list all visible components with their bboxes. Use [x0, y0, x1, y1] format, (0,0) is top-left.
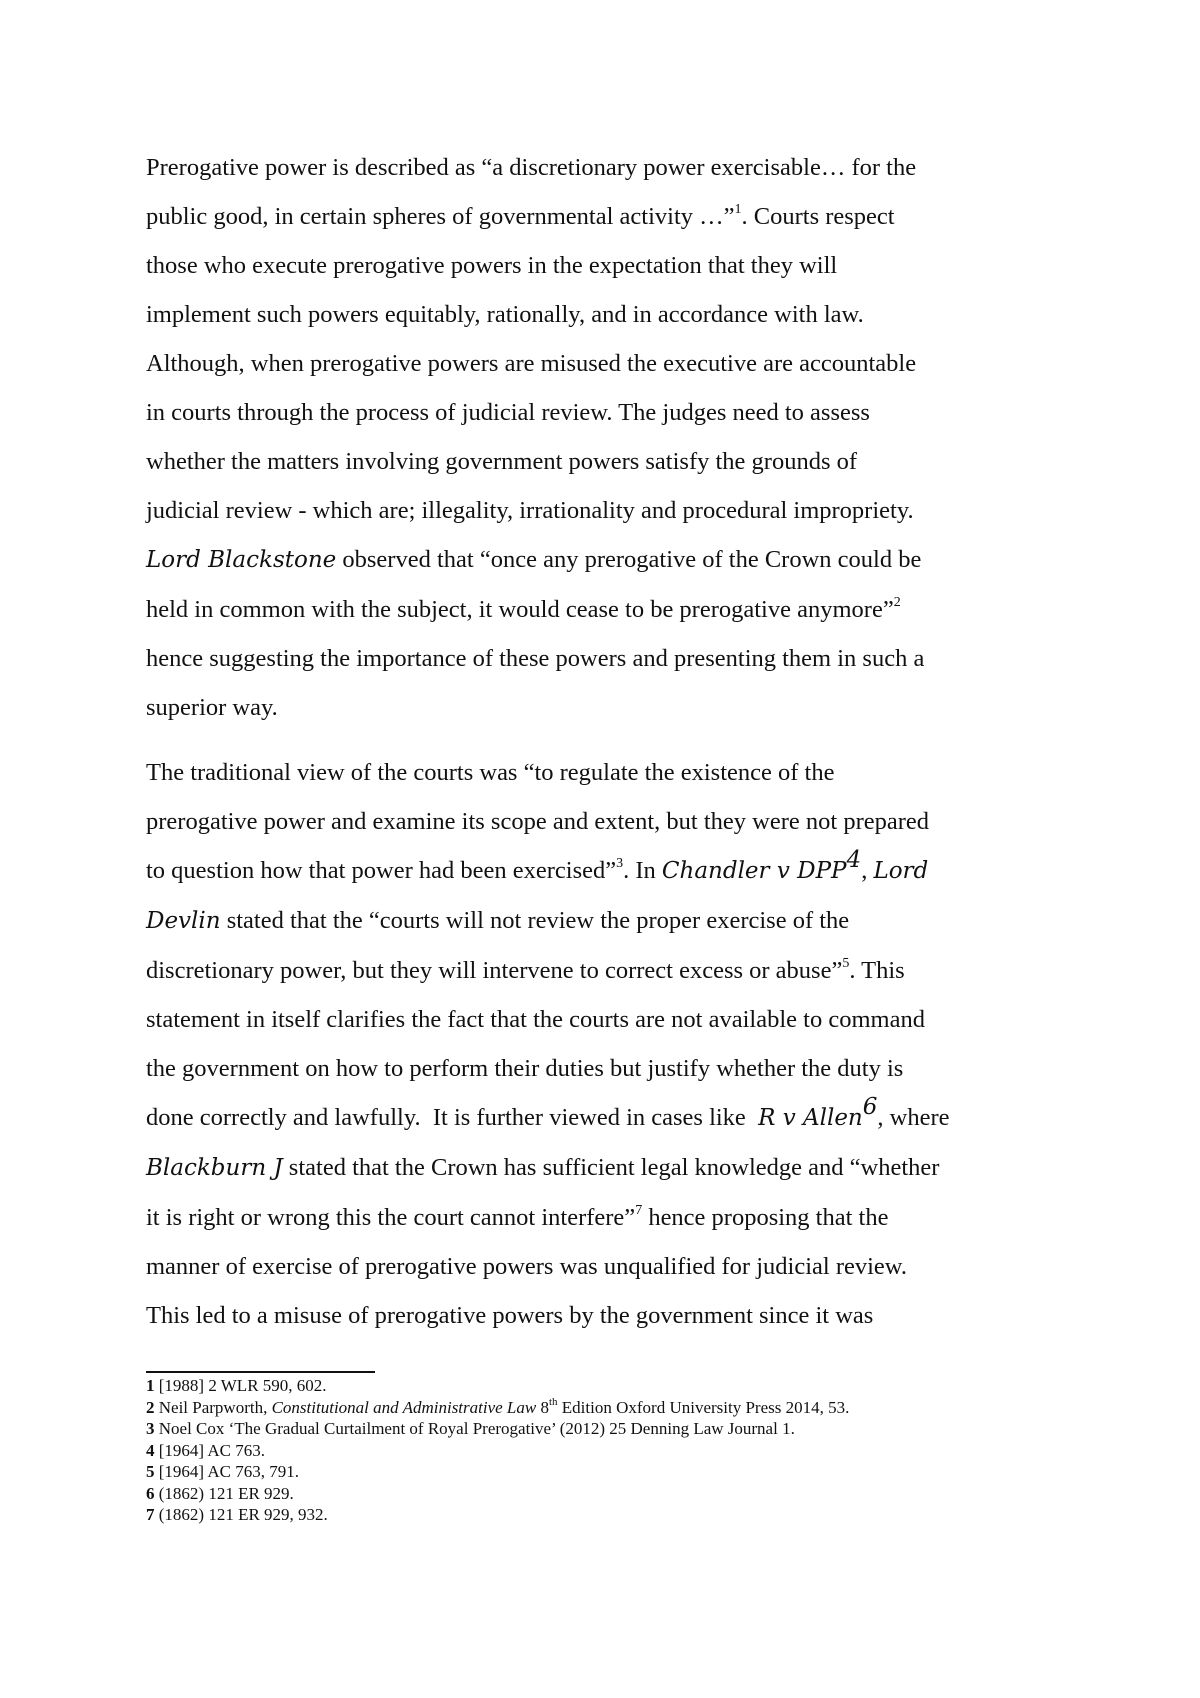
footnote-2: 2 Neil Parpworth, Constitutional and Administrative Law 8th Edition Oxford University Press 2014, 53.	[146, 1395, 850, 1417]
text-line: statement in itself clarifies the fact that the courts are not available to command	[146, 1006, 925, 1033]
text-line: done correctly and lawfully. It is further viewed in cases like R v Allen$^6$, where	[146, 1093, 950, 1131]
footnote-separator	[146, 1371, 375, 1373]
paragraph-2	[146, 748, 1066, 1340]
footnote-number: 4	[146, 1440, 155, 1460]
text-line: Lord Blackstone observed that “once any prerogative of the Crown could be	[146, 546, 922, 573]
case-name: R v Allen	[758, 1105, 863, 1131]
footnote-number: 1	[146, 1376, 155, 1395]
footnote-number: 7	[146, 1505, 155, 1524]
footnote-4: 4 [1964] AC 763.	[146, 1440, 265, 1460]
text-line: whether the matters involving government powers satisfy the grounds of	[146, 448, 858, 475]
text-line: Blackburn J stated that the Crown has sufficient legal knowledge and “whether	[146, 1154, 940, 1181]
text-line: discretionary power, but they will intervene to correct excess or abuse”$^5$. This	[146, 955, 905, 984]
paragraph-1	[146, 143, 1066, 732]
footnote-number: 5	[146, 1462, 155, 1481]
text-line: prerogative power and examine its scope and extent, but they were not prepared	[146, 808, 930, 835]
text-line: Although, when prerogative powers are misused the executive are accountable	[146, 350, 917, 377]
footnote-ref-5[interactable]: 5	[842, 955, 850, 971]
text-line: held in common with the subject, it would cease to be prerogative anymore”$^2$	[146, 594, 901, 623]
footnote-ref-4[interactable]: 4	[846, 846, 862, 873]
judge-name: Blackburn J	[146, 1155, 283, 1181]
text-line: hence suggesting the importance of these powers and presenting them in such a	[146, 645, 925, 672]
text-line: This led to a misuse of prerogative powers by the government since it was	[146, 1302, 874, 1329]
text-line: manner of exercise of prerogative powers was unqualified for judicial review.	[146, 1253, 908, 1280]
text-line: The traditional view of the courts was “to regulate the existence of the	[146, 759, 835, 786]
footnote-number: 2	[146, 1397, 155, 1417]
case-name: Lord Blackstone	[146, 547, 337, 573]
footnote-3: 3 Noel Cox ‘The Gradual Curtailment of Royal Prerogative’ (2012) 25 Denning Law Journal 1.	[146, 1419, 795, 1438]
text-line: superior way.	[146, 694, 278, 721]
text-line: the government on how to perform their duties but justify whether the duty is	[146, 1055, 904, 1082]
text-line: in courts through the process of judicial review. The judges need to assess	[146, 399, 870, 426]
footnote-7: 7 (1862) 121 ER 929, 932.	[146, 1505, 328, 1524]
footnote-5: 5 [1964] AC 763, 791.	[146, 1462, 299, 1481]
footnote-1: 1 [1988] 2 WLR 590, 602.	[146, 1376, 327, 1395]
text-line: Devlin stated that the “courts will not review the proper exercise of the	[146, 907, 850, 934]
text-line: Prerogative power is described as “a discretionary power exercisable… for the	[146, 154, 917, 181]
body-text	[146, 143, 1066, 1356]
text-line: it is right or wrong this the court cannot interfere”$^7$ hence proposing that the	[146, 1202, 889, 1231]
footnote-ref-3[interactable]: 3	[616, 855, 624, 871]
text-line: public good, in certain spheres of governmental activity …”$^1$. Courts respect	[146, 201, 895, 230]
footnote-ref-6[interactable]: 6	[862, 1093, 878, 1120]
footnotes-section	[146, 1371, 1066, 1526]
judge-name: Lord	[873, 858, 929, 884]
text-line: implement such powers equitably, rationally, and in accordance with law.	[146, 301, 864, 328]
text-line: judicial review - which are; illegality, irrationality and procedural impropriety.	[146, 497, 914, 524]
case-name: Chandler v DPP	[661, 858, 847, 884]
footnote-number: 6	[146, 1483, 155, 1503]
footnote-ref-7[interactable]: 7	[635, 1202, 643, 1218]
book-title: Constitutional and Administrative Law	[271, 1397, 537, 1417]
footnote-number: 3	[146, 1419, 155, 1438]
footnote-ref-1[interactable]: 1	[734, 201, 742, 217]
text-line: to question how that power had been exercised”$^3$. In Chandler v DPP$^4$, Lord	[146, 846, 929, 884]
footnote-6: 6 (1862) 121 ER 929.	[146, 1483, 294, 1503]
text-line: those who execute prerogative powers in the expectation that they will	[146, 252, 838, 279]
judge-name: Devlin	[146, 908, 221, 934]
footnote-ref-2[interactable]: 2	[893, 594, 901, 610]
